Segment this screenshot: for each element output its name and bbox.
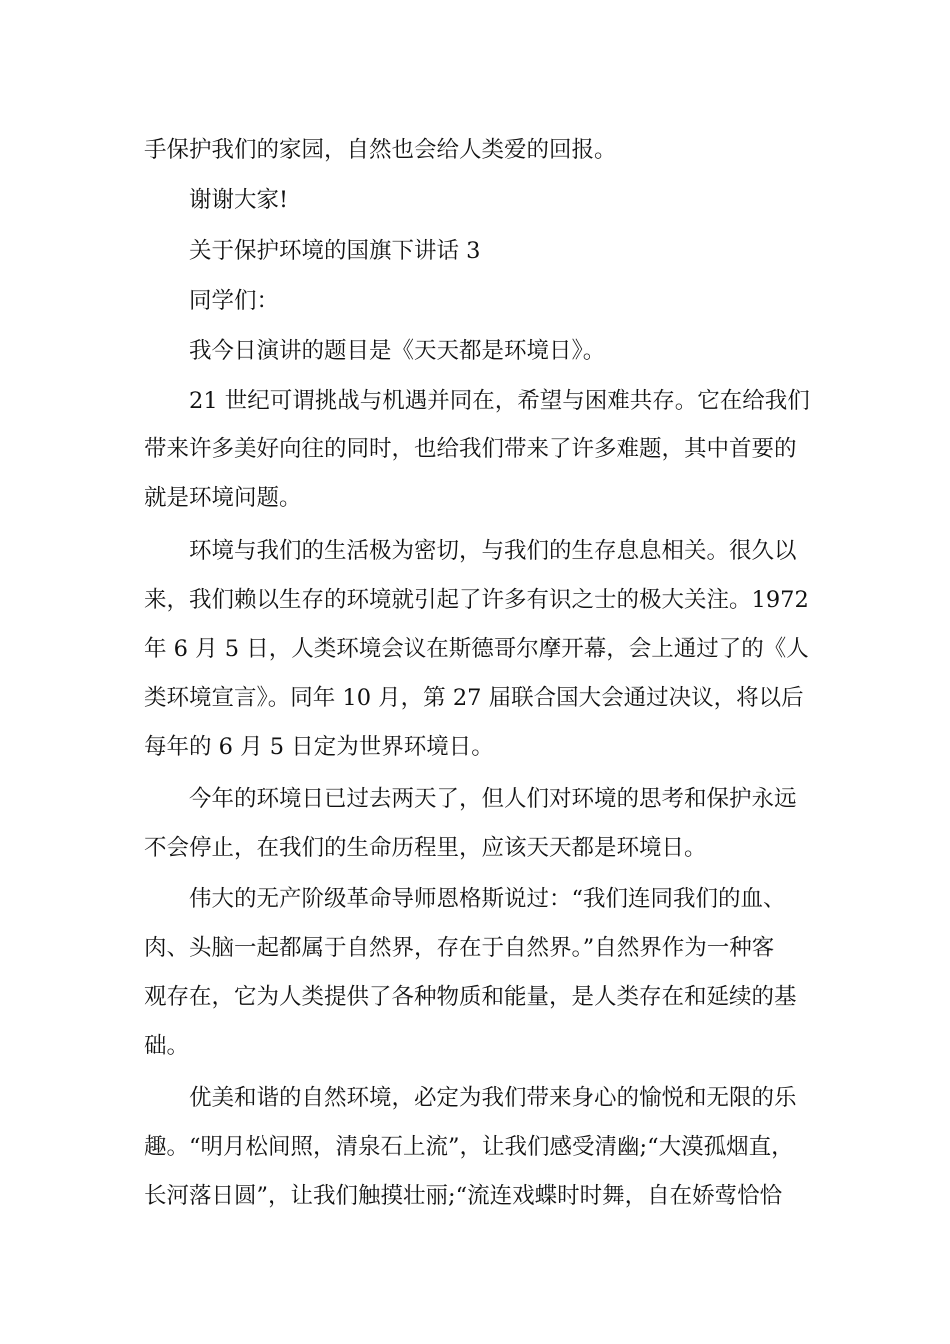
text-line: 就是环境问题。 [144, 485, 302, 511]
text-line: 今年的环境日已过去两天了，但人们对环境的思考和保护永远 [189, 786, 797, 812]
text-line: 每年的 6 月 5 日定为世界环境日。 [144, 734, 494, 760]
text-line: 带来许多美好向往的同时，也给我们带来了许多难题，其中首要的 [144, 436, 797, 462]
text-line: 来，我们赖以生存的环境就引起了许多有识之士的极大关注。1972 [144, 587, 809, 613]
text-line: 手保护我们的家园，自然也会给人类爱的回报。 [144, 137, 617, 163]
text-line: 长河落日圆”，让我们触摸壮丽;“流连戏蝶时时舞，自在娇莺恰恰 [144, 1183, 783, 1209]
text-line: 环境与我们的生活极为密切，与我们的生存息息相关。很久以 [189, 538, 797, 564]
text-line: 不会停止，在我们的生命历程里，应该天天都是环境日。 [144, 835, 707, 861]
text-line: 伟大的无产阶级革命导师恩格斯说过：“我们连同我们的血、 [189, 886, 786, 912]
text-line: 优美和谐的自然环境，必定为我们带来身心的愉悦和无限的乐 [189, 1085, 797, 1111]
salutation-line: 同学们： [189, 288, 280, 314]
text-line: 21 世纪可谓挑战与机遇并同在，希望与困难共存。它在给我们 [189, 388, 810, 414]
text-line: 观存在，它为人类提供了各种物质和能量，是人类存在和延续的基 [144, 984, 797, 1010]
text-line: 年 6 月 5 日，人类环境会议在斯德哥尔摩开幕，会上通过了的《人 [144, 636, 809, 662]
text-line: 肉、头脑一起都属于自然界，存在于自然界。”自然界作为一种客 [144, 935, 775, 961]
text-line: 我今日演讲的题目是《天天都是环境日》。 [189, 338, 606, 364]
closing-line: 谢谢大家! [189, 187, 289, 213]
text-line: 类环境宣言》。同年 10 月，第 27 届联合国大会通过决议，将以后 [144, 685, 804, 711]
text-line: 础。 [144, 1033, 190, 1059]
section-title: 关于保护环境的国旗下讲话 3 [189, 238, 481, 264]
text-line: 趣。“明月松间照，清泉石上流”，让我们感受清幽;“大漠孤烟直， [144, 1134, 794, 1160]
